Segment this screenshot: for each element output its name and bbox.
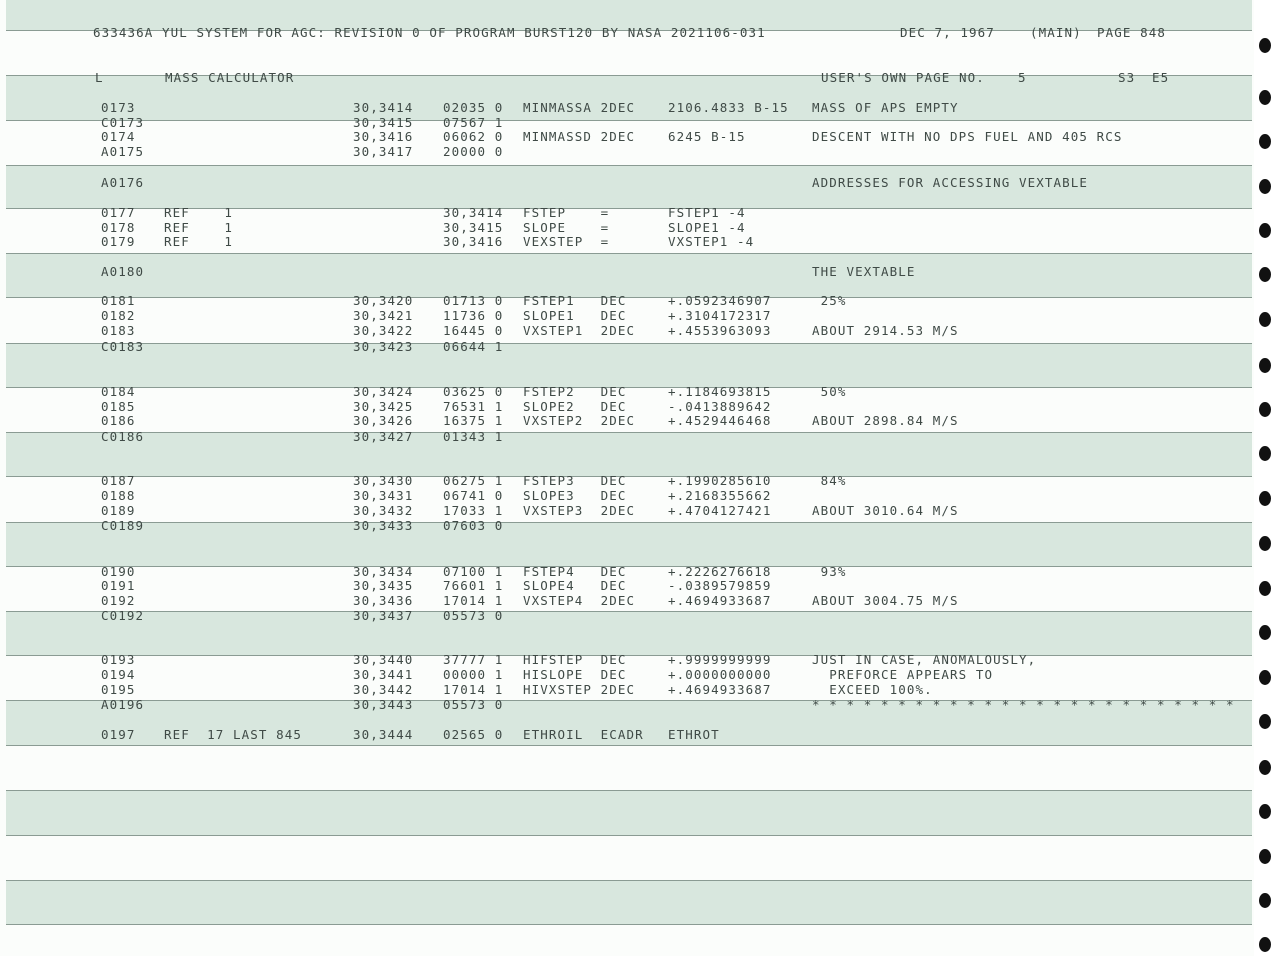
operand: +.4529446468 — [668, 413, 772, 428]
comment: THE VEXTABLE — [812, 264, 916, 279]
address: 30,3440 — [353, 652, 414, 667]
comment: * * * * * * * * * * * * * * * * * * * * * * * * * — [812, 697, 1235, 712]
address: 30,3443 — [353, 697, 414, 712]
header-main: (MAIN) — [1030, 25, 1082, 40]
octal-value: 06062 0 — [443, 129, 504, 144]
octal-value: 00000 1 — [443, 667, 504, 682]
feed-hole — [1259, 446, 1271, 461]
operand: +.0000000000 — [668, 667, 772, 682]
octal-value: 30,3416 — [443, 234, 504, 249]
octal-value: 03625 0 — [443, 384, 504, 399]
operand: -.0413889642 — [668, 399, 772, 414]
instruction: VXSTEP3 2DEC — [523, 503, 636, 518]
octal-value: 01343 1 — [443, 429, 504, 444]
address: 30,3414 — [353, 100, 414, 115]
comment: JUST IN CASE, ANOMALOUSLY, — [812, 652, 1037, 667]
subheader-page-no: 5 — [1018, 70, 1027, 85]
address: 30,3435 — [353, 578, 414, 593]
feed-hole — [1259, 312, 1271, 327]
octal-value: 06275 1 — [443, 473, 504, 488]
address: 30,3437 — [353, 608, 414, 623]
feed-hole — [1259, 38, 1271, 53]
address: 30,3436 — [353, 593, 414, 608]
subheader-s3: S3 — [1118, 70, 1136, 85]
operand: +.4694933687 — [668, 593, 772, 608]
feed-hole — [1259, 714, 1271, 729]
octal-value: 30,3415 — [443, 220, 504, 235]
address: 30,3441 — [353, 667, 414, 682]
octal-value: 07567 1 — [443, 115, 504, 130]
feed-hole — [1259, 581, 1271, 596]
feed-hole — [1259, 670, 1271, 685]
operand: +.3104172317 — [668, 308, 772, 323]
feed-hole — [1259, 134, 1271, 149]
octal-value: 02035 0 — [443, 100, 504, 115]
address: 30,3444 — [353, 727, 414, 742]
line-number: 0185 — [101, 399, 136, 414]
comment: DESCENT WITH NO DPS FUEL AND 405 RCS — [812, 129, 1123, 144]
line-number: 0184 — [101, 384, 136, 399]
subheader-l: L — [95, 70, 104, 85]
instruction: FSTEP1 DEC — [523, 293, 627, 308]
card-field: REF 1 — [164, 220, 234, 235]
line-number: 0192 — [101, 593, 136, 608]
line-number: A0196 — [101, 697, 145, 712]
feed-hole — [1259, 536, 1271, 551]
line-number: 0183 — [101, 323, 136, 338]
line-number: C0192 — [101, 608, 145, 623]
comment: MASS OF APS EMPTY — [812, 100, 959, 115]
instruction: MINMASSA 2DEC — [523, 100, 636, 115]
comment: EXCEED 100%. — [812, 682, 933, 697]
address: 30,3425 — [353, 399, 414, 414]
octal-value: 05573 0 — [443, 608, 504, 623]
address: 30,3442 — [353, 682, 414, 697]
line-number: A0180 — [101, 264, 145, 279]
address: 30,3417 — [353, 144, 414, 159]
line-number: 0178 — [101, 220, 136, 235]
octal-value: 06644 1 — [443, 339, 504, 354]
instruction: FSTEP4 DEC — [523, 564, 627, 579]
operand: +.1184693815 — [668, 384, 772, 399]
operand: FSTEP1 -4 — [668, 205, 746, 220]
line-number: 0187 — [101, 473, 136, 488]
octal-value: 05573 0 — [443, 697, 504, 712]
operand: VXSTEP1 -4 — [668, 234, 755, 249]
octal-value: 01713 0 — [443, 293, 504, 308]
operand: ETHROT — [668, 727, 720, 742]
address: 30,3426 — [353, 413, 414, 428]
line-number: 0191 — [101, 578, 136, 593]
operand: 6245 B-15 — [668, 129, 746, 144]
feed-hole — [1259, 804, 1271, 819]
octal-value: 02565 0 — [443, 727, 504, 742]
operand: +.1990285610 — [668, 473, 772, 488]
line-number: 0188 — [101, 488, 136, 503]
line-number: 0186 — [101, 413, 136, 428]
address: 30,3434 — [353, 564, 414, 579]
operand: 2106.4833 B-15 — [668, 100, 789, 115]
instruction: FSTEP3 DEC — [523, 473, 627, 488]
line-number: 0194 — [101, 667, 136, 682]
instruction: FSTEP2 DEC — [523, 384, 627, 399]
card-field: REF 1 — [164, 205, 234, 220]
address: 30,3433 — [353, 518, 414, 533]
octal-value: 11736 0 — [443, 308, 504, 323]
instruction: VXSTEP4 2DEC — [523, 593, 636, 608]
address: 30,3415 — [353, 115, 414, 130]
line-number: 0189 — [101, 503, 136, 518]
comment: 25% — [812, 293, 847, 308]
octal-value: 17033 1 — [443, 503, 504, 518]
octal-value: 17014 1 — [443, 593, 504, 608]
instruction: VEXSTEP = — [523, 234, 610, 249]
instruction: SLOPE4 DEC — [523, 578, 627, 593]
address: 30,3430 — [353, 473, 414, 488]
line-number: 0173 — [101, 100, 136, 115]
address: 30,3422 — [353, 323, 414, 338]
operand: +.9999999999 — [668, 652, 772, 667]
address: 30,3420 — [353, 293, 414, 308]
comment: ABOUT 3004.75 M/S — [812, 593, 959, 608]
line-number: 0177 — [101, 205, 136, 220]
feed-hole — [1259, 893, 1271, 908]
line-number: 0197 — [101, 727, 136, 742]
octal-value: 37777 1 — [443, 652, 504, 667]
feed-hole — [1259, 267, 1271, 282]
operand: SLOPE1 -4 — [668, 220, 746, 235]
address: 30,3423 — [353, 339, 414, 354]
octal-value: 16375 1 — [443, 413, 504, 428]
octal-value: 20000 0 — [443, 144, 504, 159]
octal-value: 76601 1 — [443, 578, 504, 593]
instruction: SLOPE3 DEC — [523, 488, 627, 503]
feed-hole — [1259, 358, 1271, 373]
operand: +.0592346907 — [668, 293, 772, 308]
address: 30,3432 — [353, 503, 414, 518]
comment: ABOUT 3010.64 M/S — [812, 503, 959, 518]
comment: ADDRESSES FOR ACCESSING VEXTABLE — [812, 175, 1089, 190]
feed-hole — [1259, 937, 1271, 952]
octal-value: 30,3414 — [443, 205, 504, 220]
operand: +.2168355662 — [668, 488, 772, 503]
octal-value: 07603 0 — [443, 518, 504, 533]
line-number: C0186 — [101, 429, 145, 444]
instruction: HISLOPE DEC — [523, 667, 627, 682]
feed-hole — [1259, 179, 1271, 194]
octal-value: 07100 1 — [443, 564, 504, 579]
feed-hole — [1259, 402, 1271, 417]
subheader-user-page: USER'S OWN PAGE NO. — [821, 70, 985, 85]
instruction: SLOPE2 DEC — [523, 399, 627, 414]
address: 30,3427 — [353, 429, 414, 444]
header-text: 633436A YUL SYSTEM FOR AGC: REVISION 0 OF PROGRAM BURST120 BY NASA 2021106-031 — [93, 25, 766, 40]
octal-value: 76531 1 — [443, 399, 504, 414]
comment: ABOUT 2914.53 M/S — [812, 323, 959, 338]
line-number: 0181 — [101, 293, 136, 308]
line-number: C0173 — [101, 115, 145, 130]
operand: +.4553963093 — [668, 323, 772, 338]
subheader-title: MASS CALCULATOR — [165, 70, 295, 85]
tractor-feed-strip — [1254, 0, 1280, 956]
comment: 84% — [812, 473, 847, 488]
operand: +.2226276618 — [668, 564, 772, 579]
address: 30,3421 — [353, 308, 414, 323]
line-number: 0193 — [101, 652, 136, 667]
line-number: 0179 — [101, 234, 136, 249]
subheader-e5: E5 — [1152, 70, 1170, 85]
comment: 50% — [812, 384, 847, 399]
line-number: A0175 — [101, 144, 145, 159]
header-date: DEC 7, 1967 — [900, 25, 995, 40]
operand: +.4694933687 — [668, 682, 772, 697]
comment: ABOUT 2898.84 M/S — [812, 413, 959, 428]
line-number: C0189 — [101, 518, 145, 533]
feed-hole — [1259, 849, 1271, 864]
instruction: ETHROIL ECADR — [523, 727, 644, 742]
instruction: SLOPE1 DEC — [523, 308, 627, 323]
instruction: SLOPE = — [523, 220, 610, 235]
line-number: 0190 — [101, 564, 136, 579]
octal-value: 06741 0 — [443, 488, 504, 503]
line-number: 0174 — [101, 129, 136, 144]
instruction: VXSTEP1 2DEC — [523, 323, 636, 338]
comment: 93% — [812, 564, 847, 579]
line-number: C0183 — [101, 339, 145, 354]
instruction: HIVXSTEP 2DEC — [523, 682, 636, 697]
feed-hole — [1259, 625, 1271, 640]
address: 30,3431 — [353, 488, 414, 503]
line-number: 0182 — [101, 308, 136, 323]
feed-hole — [1259, 491, 1271, 506]
instruction: MINMASSD 2DEC — [523, 129, 636, 144]
header-page: PAGE 848 — [1097, 25, 1167, 40]
comment: PREFORCE APPEARS TO — [812, 667, 994, 682]
card-field: REF 1 — [164, 234, 234, 249]
operand: +.4704127421 — [668, 503, 772, 518]
line-number: 0195 — [101, 682, 136, 697]
operand: -.0389579859 — [668, 578, 772, 593]
instruction: FSTEP = — [523, 205, 610, 220]
feed-hole — [1259, 90, 1271, 105]
instruction: VXSTEP2 2DEC — [523, 413, 636, 428]
feed-hole — [1259, 760, 1271, 775]
octal-value: 17014 1 — [443, 682, 504, 697]
octal-value: 16445 0 — [443, 323, 504, 338]
line-number: A0176 — [101, 175, 145, 190]
feed-hole — [1259, 223, 1271, 238]
address: 30,3424 — [353, 384, 414, 399]
instruction: HIFSTEP DEC — [523, 652, 627, 667]
address: 30,3416 — [353, 129, 414, 144]
card-field: REF 17 LAST 845 — [164, 727, 303, 742]
